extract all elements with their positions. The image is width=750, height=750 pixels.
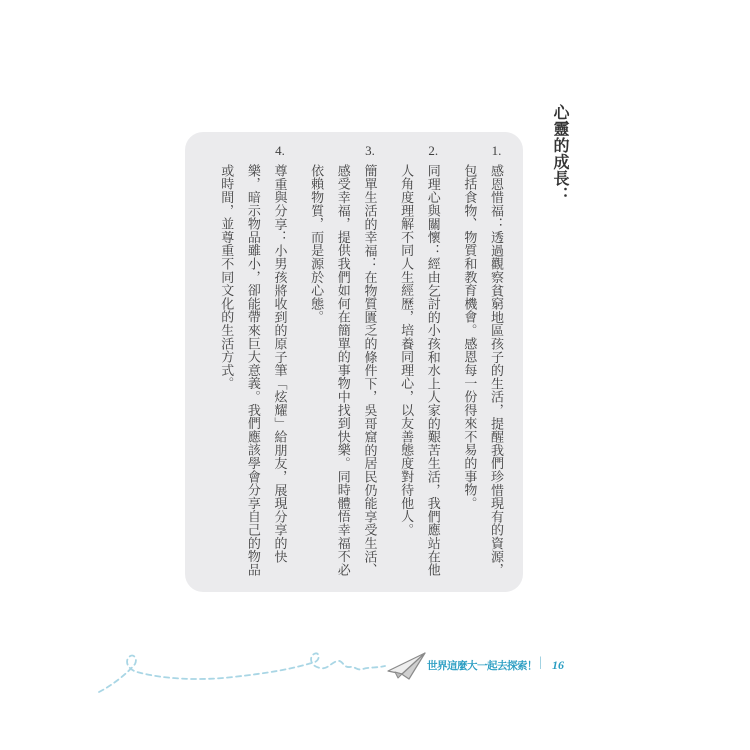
page-number: 16: [552, 658, 564, 672]
page-title: 心靈的成長：: [551, 104, 568, 203]
list-item-number: 1.: [491, 144, 502, 157]
list-item-text: 同理心與關懷：經由乞討的小孩和水上人家的艱苦生活，我們應站在他人角度理解不同人生經歷，培養同理心，以友善態度對待他人。: [399, 164, 441, 577]
list-item: [213, 144, 293, 580]
list-item-number: 3.: [365, 144, 375, 157]
list-item-text: 感恩惜福：透過觀察貧窮地區孩子的生活，提醒我們珍惜現有的資源，包括食物、物質和教育機會。感恩每一份得來不易的事物。: [462, 164, 504, 577]
summary-list: [185, 132, 523, 592]
summary-box: [185, 132, 523, 592]
paper-plane-icon: [386, 650, 428, 682]
dashed-flight-path-icon: [93, 648, 393, 700]
list-item-text: 簡單生活的幸福：在物質匱乏的條件下，吳哥窟的居民仍能享受生活、感受幸福，提供我們如何在簡單的事物中找到快樂。同時體悟幸福不必依賴物質，而是源於心態。: [309, 164, 378, 577]
footer-divider: |: [539, 655, 542, 670]
list-item-number: 2.: [428, 144, 439, 157]
list-item-text: 尊重與分享：小男孩將收到的原子筆「炫耀」給朋友，展現分享的快樂，暗示物品雖小，卻能帶來巨大意義。我們應該學會分享自己的物品或時間，並尊重不同文化的生活方式。: [219, 164, 288, 577]
footer-slogan: 世界這麼大一起去探索！: [427, 661, 537, 672]
list-item: [303, 144, 383, 580]
list-item-number: 4.: [275, 144, 285, 157]
list-item: [392, 144, 445, 580]
list-item: [456, 144, 509, 580]
